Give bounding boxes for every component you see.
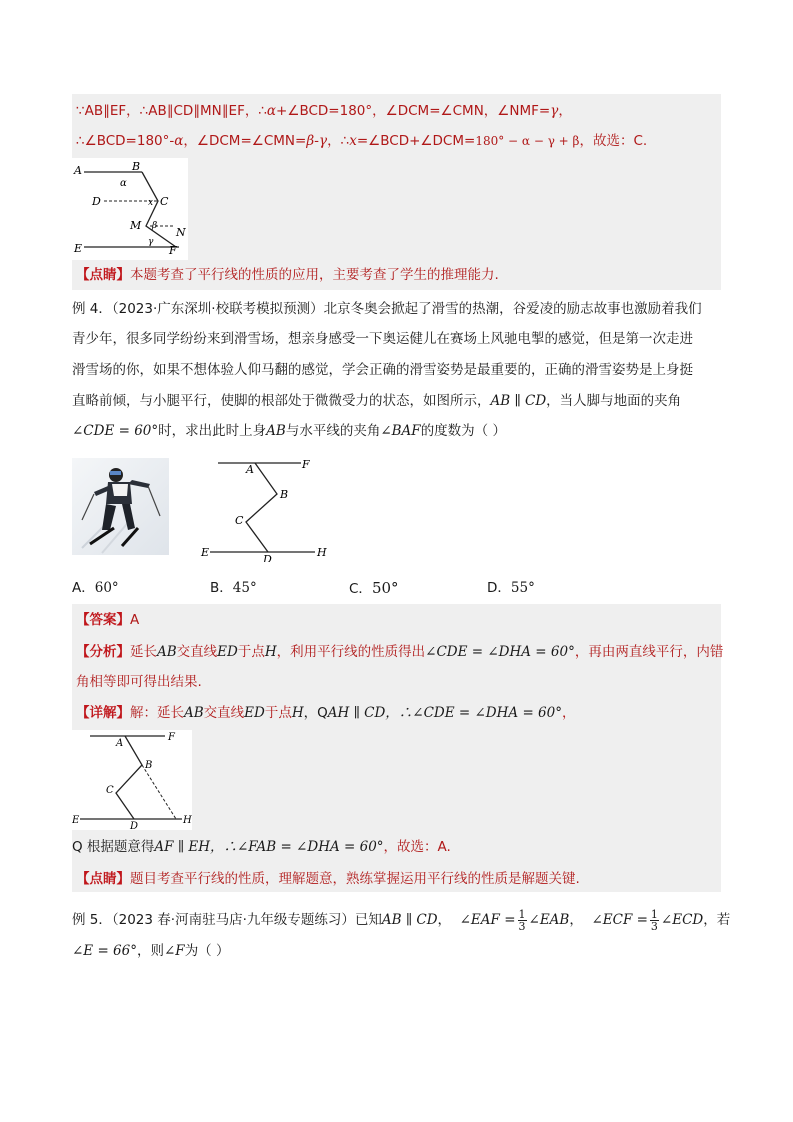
label-D: D (263, 553, 272, 562)
fraction-denominator: 3 (518, 919, 526, 933)
label-F: F (302, 458, 310, 471)
example4-line-3: 滑雪场的你，如果不想体验人仰马翻的感觉，学会正确的滑雪姿势是最重要的，正确的滑雪姿势是上身挺 (72, 362, 693, 378)
fraction-one-third (650, 909, 659, 932)
math-ah-parallel-cd: AH ∥ CD (327, 705, 386, 721)
solution-line-2 (76, 131, 647, 151)
option-b[interactable] (210, 578, 257, 598)
text-segment: ，故选：A. (383, 839, 451, 855)
text-segment: ，利用平行线的性质得出 (276, 644, 426, 660)
math-h: H (264, 644, 277, 660)
example4-line-2: 青少年，很多同学纷纷来到滑雪场，想亲身感受一下奥运健儿在赛场上风驰电掣的感觉，但是第一次走进 (72, 331, 693, 347)
text-segment: ，Q (303, 705, 328, 721)
fraction-one-third (518, 909, 527, 932)
text-segment: 交直线 (203, 705, 245, 721)
text-segment: ， (561, 705, 576, 721)
math-af-parallel-eh: AF ∥ EH (154, 839, 210, 855)
label-E: E (201, 546, 210, 559)
fraction-numerator: 1 (650, 907, 658, 921)
math-ab: AB (184, 705, 204, 721)
option-letter: B． (210, 580, 233, 596)
math-alpha: α (174, 133, 184, 149)
option-d[interactable] (487, 578, 535, 598)
answer-tag: 【答案】 (76, 612, 130, 628)
fraction-numerator: 1 (518, 907, 526, 921)
text-segment: 于点 (264, 705, 292, 721)
text-segment: ，∴ (327, 133, 350, 149)
text-segment: ，∠DCM=∠CMN= (183, 133, 307, 149)
answer-line (76, 610, 139, 630)
comment-tag: 【点睛】 (76, 267, 130, 283)
label-N: N (176, 226, 186, 239)
figure-extended-line (72, 730, 192, 830)
math-angle-ecd: ∠ECD (660, 912, 704, 928)
label-B: B (145, 760, 153, 771)
option-value: 45° (232, 580, 257, 596)
math-alpha: α (266, 103, 277, 119)
label-H: H (317, 546, 327, 559)
math-angle-equation: ，∴∠FAB = ∠DHA = 60° (209, 839, 384, 855)
math-angle-cde: ∠CDE = 60° (72, 423, 159, 439)
text-segment: ，再由两直线平行，内错 (574, 644, 724, 660)
label-x: x (148, 198, 154, 208)
math-h: H (291, 705, 304, 721)
text-segment: 直略前倾，与小腿平行，使脚的根部处于微微受力的状态，如图所示， (72, 393, 491, 409)
analysis-tag: 【分析】 (76, 644, 130, 660)
math-angle-equation: ，∴∠CDE = ∠DHA = 60° (385, 705, 562, 721)
option-value: 60° (94, 580, 119, 596)
analysis-line-1 (76, 642, 723, 662)
label-F: F (168, 732, 175, 743)
math-angle-ecf: ∠ECF = (591, 912, 648, 928)
text-segment: ， (437, 912, 452, 928)
math-ab-parallel-cd: AB ∥ CD (381, 912, 438, 928)
label-B: B (132, 160, 141, 173)
option-letter: C． (349, 581, 372, 597)
text-segment: 与水平线的夹角 (285, 423, 381, 439)
text-segment: ∴∠BCD=180°- (76, 133, 175, 149)
math-gamma: γ (319, 133, 328, 149)
option-value: 55° (510, 580, 535, 596)
answer-value: A (130, 612, 140, 628)
solution-line-1 (76, 101, 572, 121)
math-angle-baf: ∠BAF (380, 423, 421, 439)
figure-zigzag-parallel (72, 158, 188, 260)
math-angle-eab: ∠EAB (528, 912, 570, 928)
math-angle-eaf: ∠EAF = (459, 912, 516, 928)
label-F: F (169, 244, 177, 257)
label-C: C (106, 785, 114, 796)
math-angle-f: ∠F (164, 943, 185, 959)
label-beta: β (152, 221, 158, 231)
text-segment: 的度数为（ ） (420, 423, 506, 439)
label-C: C (235, 514, 244, 527)
label-A: A (246, 463, 254, 476)
math-ab: AB (266, 423, 286, 439)
text-segment: 为（ ） (184, 943, 230, 959)
text-segment: 时，求出此时上身 (158, 423, 267, 439)
text-segment: 于点 (237, 644, 265, 660)
math-beta: β (306, 133, 315, 149)
math-x: x (349, 133, 357, 149)
example5-line-1 (72, 906, 730, 934)
example5-line-2 (72, 941, 229, 961)
label-H: H (183, 815, 192, 826)
math-ab-parallel-cd: AB ∥ CD (490, 393, 547, 409)
label-E: E (74, 242, 83, 255)
option-a[interactable] (72, 578, 119, 598)
label-B: B (280, 488, 289, 501)
math-ed: ED (217, 644, 238, 660)
text-segment: ，则 (137, 943, 164, 959)
comment-line-1 (76, 265, 499, 285)
text-segment: ， (569, 912, 583, 928)
math-ab: AB (157, 644, 177, 660)
label-D: D (92, 195, 101, 208)
text-segment: 延长 (130, 644, 157, 660)
text-segment: 例 5．（2023 春·河南驻马店·九年级专题练习）已知 (72, 912, 382, 928)
comment-tag: 【点睛】 (76, 871, 130, 887)
example4-line-4 (72, 391, 681, 411)
label-A: A (116, 738, 124, 749)
math-angle-equation: ∠CDE = ∠DHA = 60° (425, 644, 575, 660)
text-segment: ， (558, 103, 572, 119)
text-segment: ，故选：C. (579, 133, 648, 149)
text-segment: +∠BCD=180°，∠DCM=∠CMN，∠NMF= (276, 103, 551, 119)
option-letter: D． (487, 580, 511, 596)
text-segment: =∠BCD+∠DCM= (356, 133, 476, 149)
text-segment: 解：延长 (130, 705, 184, 721)
text-segment: ，当人脚与地面的夹角 (546, 393, 682, 409)
text-segment: - (314, 133, 320, 149)
label-D: D (130, 821, 139, 830)
text-segment: 交直线 (176, 644, 218, 660)
label-M: M (130, 219, 142, 232)
label-alpha: α (120, 178, 127, 189)
comment-text: 本题考查了平行线的性质的应用，主要考查了学生的推理能力. (130, 267, 499, 283)
example4-line-1: 例 4．（2023·广东深圳·校联考模拟预测）北京冬奥会掀起了滑雪的热潮，谷爱凌的励志故事也激励着我们 (72, 301, 702, 317)
label-C: C (160, 195, 169, 208)
math-ed: ED (244, 705, 265, 721)
detail-tag: 【详解】 (76, 705, 130, 721)
comment-text: 题目考查平行线的性质，理解题意，熟练掌握运用平行线的性质是解题关键. (130, 871, 580, 887)
detail-line (76, 703, 575, 723)
conclusion-line (72, 837, 451, 857)
text-segment: ，若 (703, 912, 731, 928)
text-segment: ∵AB∥EF，∴AB∥CD∥MN∥EF，∴ (76, 103, 267, 119)
comment-line-2 (76, 869, 580, 889)
math-gamma: γ (550, 103, 559, 119)
option-letter: A． (72, 580, 95, 596)
option-value: 50° (371, 579, 399, 597)
example4-line-5 (72, 421, 506, 441)
label-gamma: γ (148, 237, 154, 247)
label-A: A (74, 164, 82, 177)
fraction-denominator: 3 (650, 919, 658, 933)
analysis-line-2: 角相等即可得出结果. (76, 674, 202, 690)
math-angle-e: ∠E = 66° (72, 943, 137, 959)
text-segment: Q 根据题意得 (72, 839, 155, 855)
label-E: E (72, 815, 80, 826)
skier-photo (72, 458, 169, 555)
math-expression: 180° − α − γ + β (475, 134, 580, 148)
option-c[interactable] (349, 578, 399, 599)
figure-skier-geometry (198, 456, 333, 562)
